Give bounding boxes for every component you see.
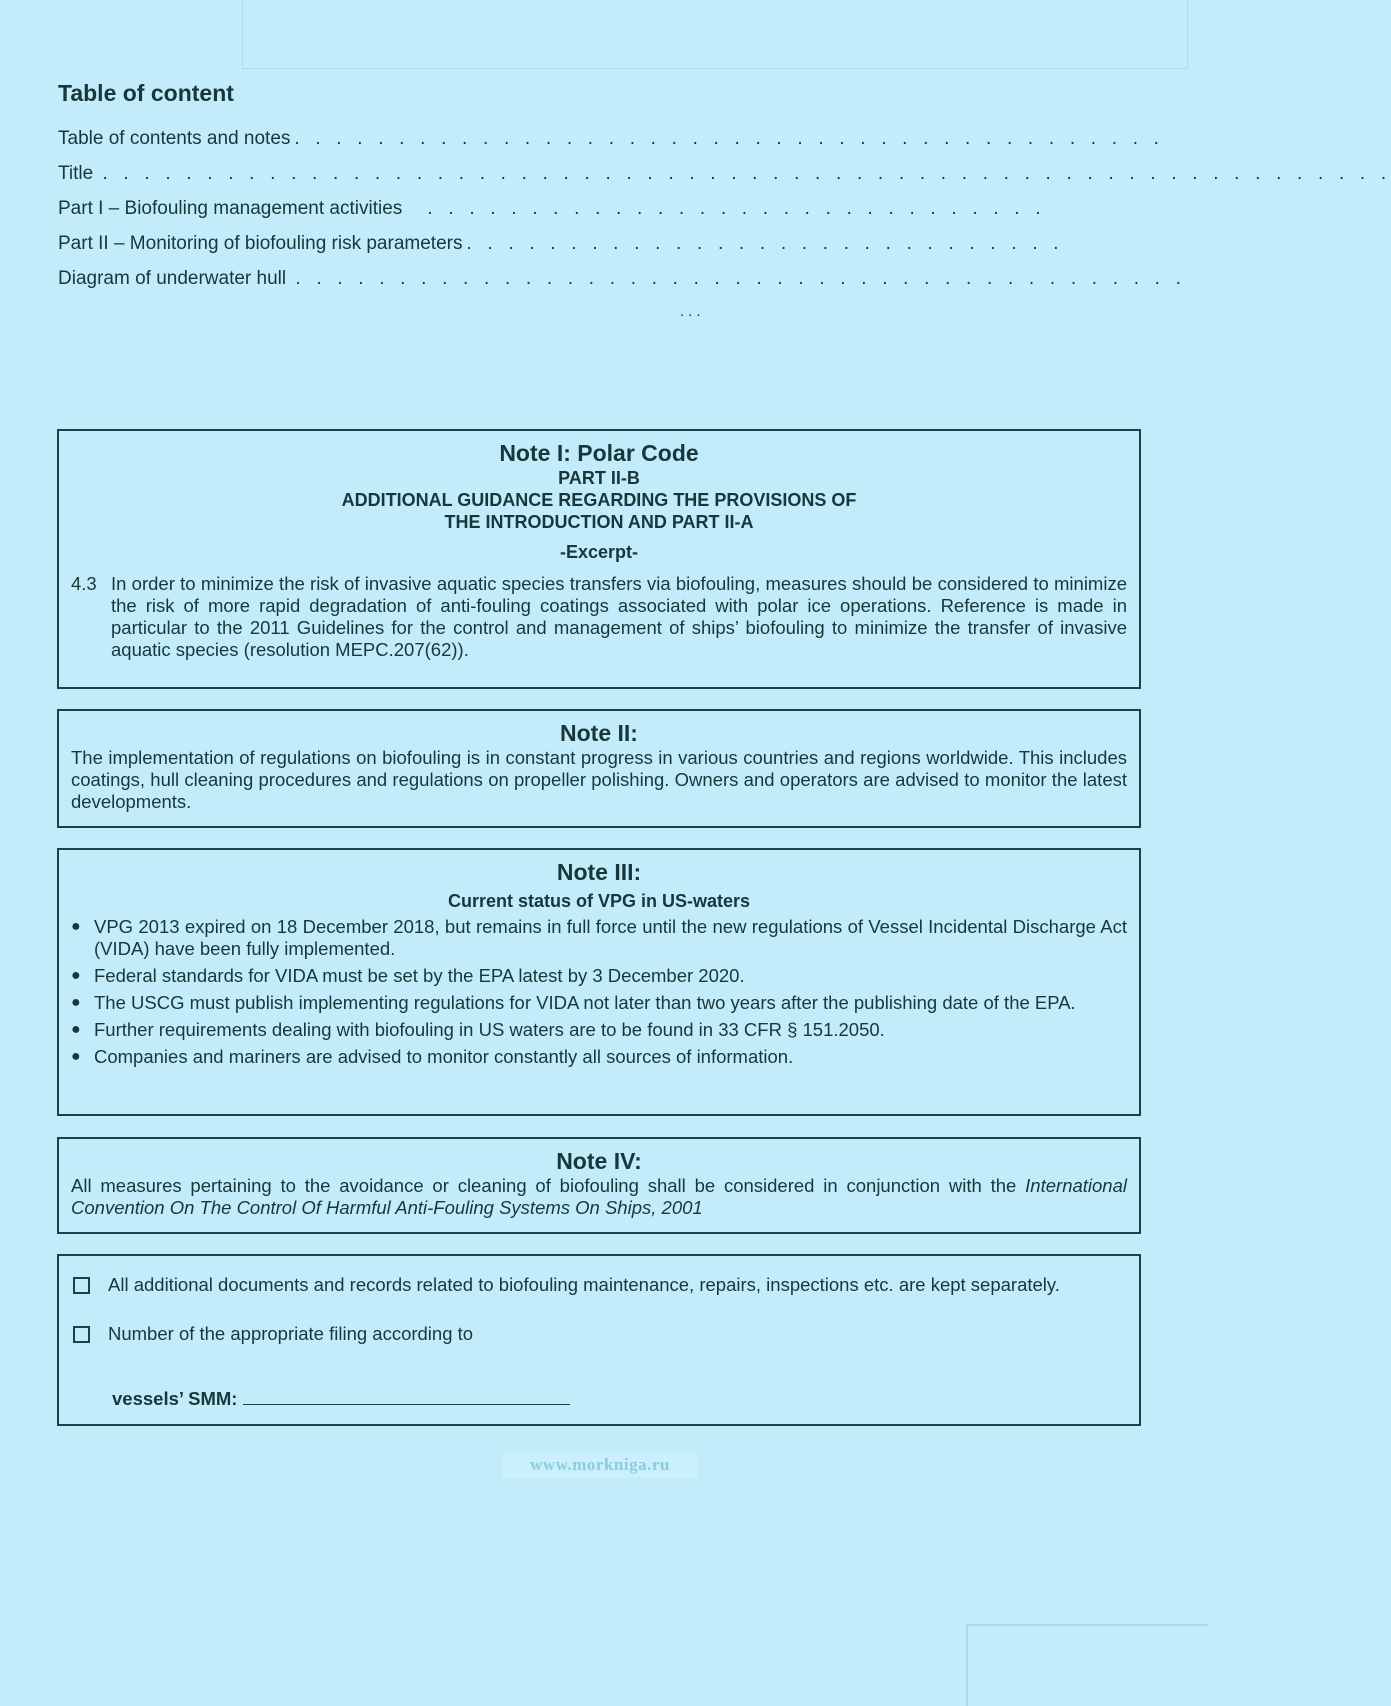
bullet-item — [71, 1046, 1127, 1068]
note-text: The implementation of regulations on biofouling is in constant progress in various countries and regions worldwide. This includes coatings, hull cleaning procedures and regulations on propeller polishing. Owners and operators are advised to monitor the latest developments. — [71, 747, 1127, 812]
note-subtitle: THE INTRODUCTION AND PART II-A — [444, 512, 754, 532]
toc-title: Table of content — [58, 80, 234, 106]
toc-item-label: Title — [58, 163, 99, 184]
bullet-item — [71, 965, 1127, 987]
note-regulations-progress — [57, 709, 1141, 828]
bullet-text: Companies and mariners are advised to monitor constantly all sources of information. — [94, 1046, 794, 1067]
toc-item-label: Diagram of underwater hull — [58, 268, 292, 289]
note-polar-code — [57, 429, 1141, 689]
bullet-icon: ● — [71, 994, 81, 1011]
toc-item[interactable] — [58, 268, 1187, 303]
note-subtitle: ADDITIONAL GUIDANCE REGARDING THE PROVISIONS OF — [341, 490, 857, 510]
note-subtitle: Current status of VPG in US-waters — [447, 891, 751, 911]
bullet-text: Further requirements dealing with biofouling in US waters are to be found in 33 CFR § 151.2050. — [94, 1019, 885, 1040]
smm-input[interactable] — [243, 1386, 570, 1405]
note-vpg-status — [57, 848, 1141, 1116]
records-section — [57, 1254, 1141, 1426]
toc-leader-dots: . . . . . . . . . . . . . . . . . . . . . . . . . . . . . . — [427, 198, 1046, 219]
checkbox-label: Number of the appropriate filing according to — [108, 1323, 474, 1344]
bullet-text: VPG 2013 expired on 18 December 2018, but remains in full force until the new regulations of Vessel Incidental Discharge Act (VIDA) have been fully implemented. — [94, 916, 1127, 959]
toc-leader-dots: . . . . . . . . . . . . . . . . . . . . . . . . . . . . . . . . . . . . . . . . . . . — [295, 268, 1187, 289]
paragraph-text: In order to minimize the risk of invasive aquatic species transfers via biofouling, measures should be considered to minimize the risk of more rapid degradation of anti-fouling coatings associated with polar ice operations. Reference is made in particular to the 2011 Guidelines for the control and management of ships’ biofouling to minimize the transfer of invasive aquatic species (resolution MEPC.207(62)). — [111, 573, 1127, 660]
note-title: Note III: — [556, 859, 642, 885]
toc-item[interactable] — [58, 233, 1064, 268]
note-antifouling-convention — [57, 1137, 1141, 1234]
toc-item[interactable] — [58, 198, 1046, 233]
bullet-icon: ● — [71, 1021, 81, 1038]
records-kept-separately-option[interactable] — [73, 1274, 1060, 1296]
convention-title: International Convention On The Control Of Harmful Anti-Fouling Systems On Ships, 2001 — [71, 1175, 1127, 1218]
bullet-item — [71, 992, 1127, 1014]
excerpt-label: -Excerpt- — [559, 542, 639, 562]
bullet-icon: ● — [71, 967, 81, 984]
toc-leader-dots: . . . . . . . . . . . . . . . . . . . . . . . . . . . . . . . . . . . . . . . . . . — [294, 128, 1165, 149]
checkbox-label: All additional documents and records related to biofouling maintenance, repairs, inspections etc. are kept separately. — [108, 1274, 1060, 1295]
toc-leader-dots: . . . . . . . . . . . . . . . . . . . . . . . . . . . . . . . . . . . . . . . . . . . . . . . . . . . . . . . . . . . . . . — [102, 163, 1391, 184]
smm-field-row — [112, 1386, 570, 1410]
bullet-text: Federal standards for VIDA must be set by the EPA latest by 3 December 2020. — [94, 965, 745, 986]
toc-item-label: Table of contents and notes — [58, 128, 291, 149]
note-text — [71, 1175, 1127, 1219]
scan-artifact-bottom — [966, 1624, 1208, 1706]
toc-item[interactable] — [58, 163, 1391, 198]
note-title: Note IV: — [556, 1148, 642, 1174]
filing-number-checkbox[interactable] — [73, 1326, 90, 1343]
watermark: www.morkniga.ru — [502, 1452, 698, 1478]
toc-leader-dots: . . . . . . . . . . . . . . . . . . . . . . . . . . . . . — [466, 233, 1064, 254]
bullet-icon: ● — [71, 918, 81, 935]
smm-label: vessels’ SMM: — [112, 1388, 238, 1409]
bullet-text: The USCG must publish implementing regulations for VIDA not later than two years after the publishing date of the EPA. — [94, 992, 1076, 1013]
table-of-contents — [58, 128, 1391, 303]
toc-item-label: Part I – Biofouling management activities — [58, 198, 424, 219]
records-kept-separately-checkbox[interactable] — [73, 1277, 90, 1294]
note-subtitle: PART II-B — [558, 468, 640, 488]
bullet-item — [71, 916, 1127, 960]
paragraph-number: 4.3 — [71, 573, 97, 594]
filing-number-option[interactable] — [73, 1323, 473, 1345]
bullet-list — [71, 916, 1127, 1068]
bullet-icon: ● — [71, 1048, 81, 1065]
note-title: Note II: — [560, 720, 638, 746]
toc-item-label: Part II – Monitoring of biofouling risk parameters — [58, 233, 463, 254]
numbered-paragraph — [71, 573, 1127, 661]
note-title: Note I: Polar Code — [499, 440, 699, 466]
toc-item[interactable] — [58, 128, 1165, 163]
scan-artifact-top — [242, 0, 1188, 69]
bullet-item — [71, 1019, 1127, 1041]
toc-continuation-ellipsis: ... — [680, 303, 705, 320]
note-text-plain: All measures pertaining to the avoidance or cleaning of biofouling shall be considered in conjunction with the — [71, 1175, 1017, 1196]
